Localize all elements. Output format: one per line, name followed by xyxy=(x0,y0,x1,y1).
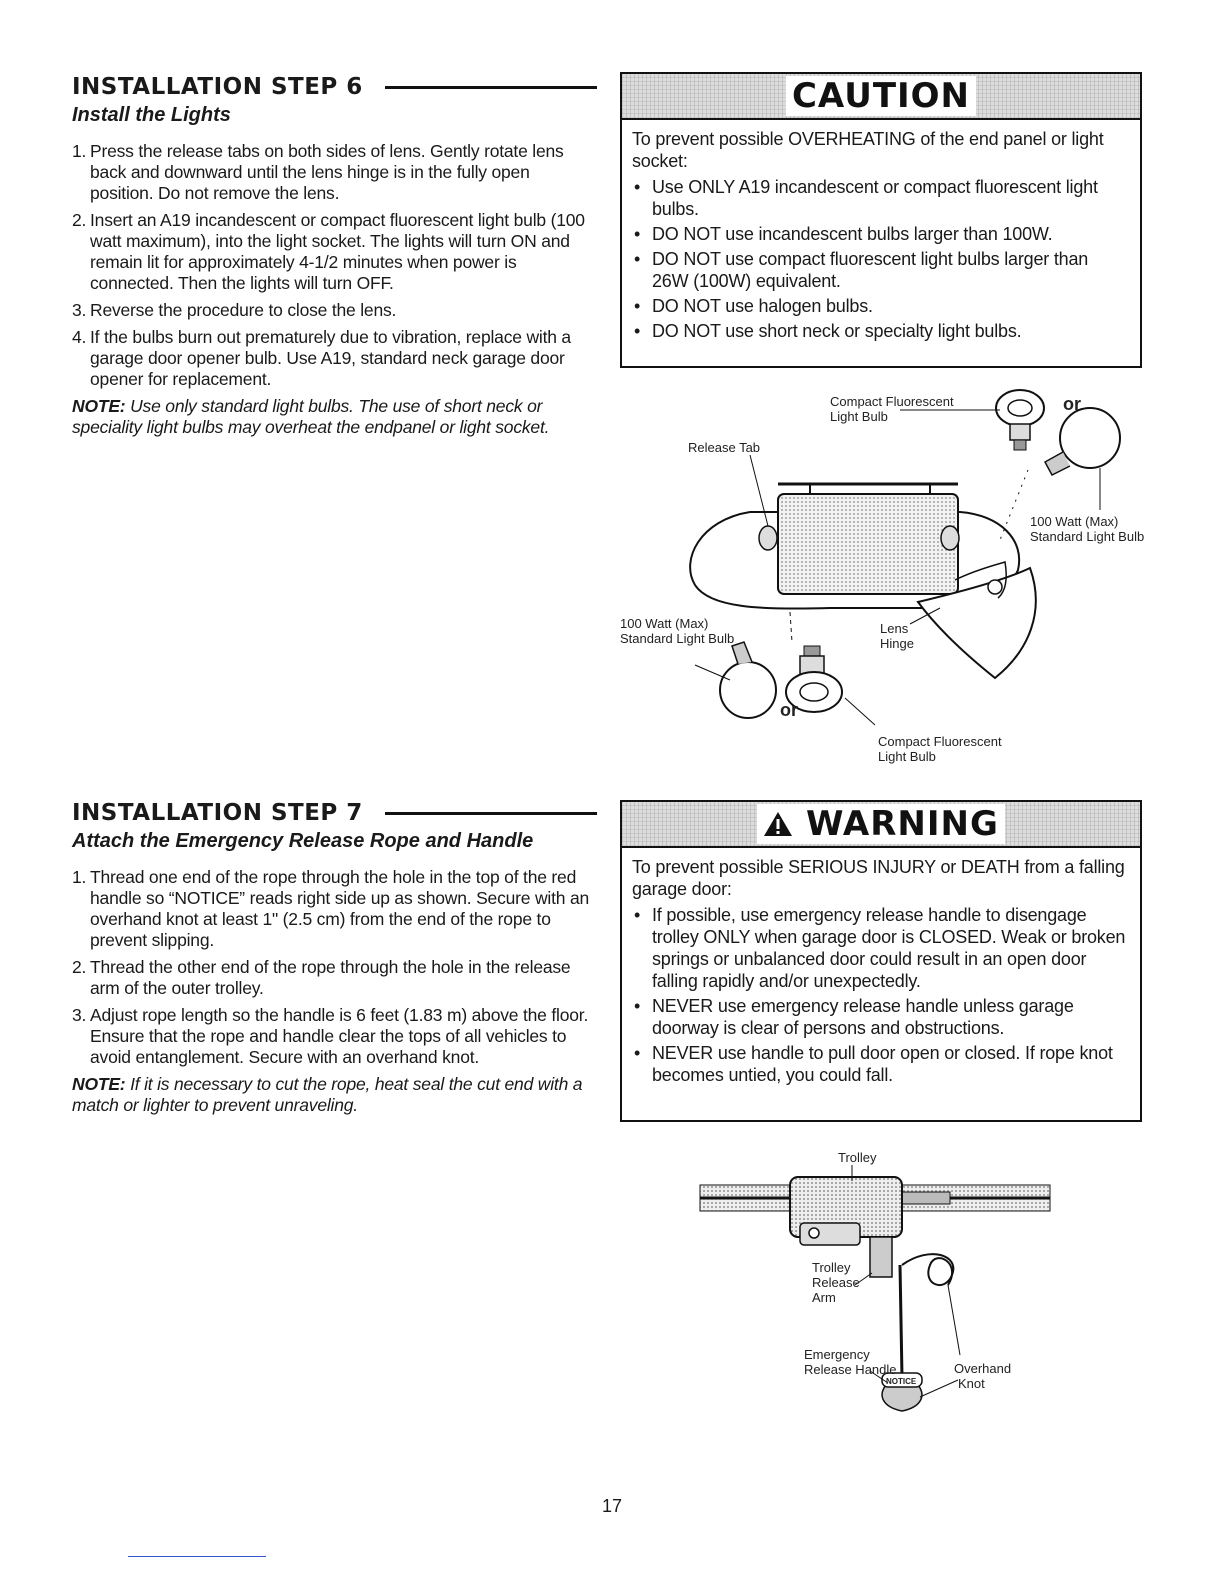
warning-label xyxy=(757,804,1005,844)
step6-subtitle: Install the Lights xyxy=(72,104,231,126)
warning-header xyxy=(622,802,1140,848)
bullet-icon: • xyxy=(634,321,641,341)
warning-box xyxy=(620,800,1142,1122)
cfl-bottom-label-1: Compact Fluorescent xyxy=(878,734,1002,749)
warning-item-text: NEVER use handle to pull door open or closed. If rope knot becomes untied, you could fall. xyxy=(652,1043,1113,1085)
caution-item-text: Use ONLY A19 incandescent or compact fluorescent light bulbs. xyxy=(652,177,1098,219)
lens-hinge-label-1: Lens xyxy=(880,621,909,636)
cfl-top-label-1: Compact Fluorescent xyxy=(830,394,954,409)
bullet-icon: • xyxy=(634,296,641,316)
light-install-diagram xyxy=(600,380,1160,775)
step-text: Insert an A19 incandescent or compact fluorescent light bulb (100 watt maximum), into the light socket. The lights will turn ON and remain lit for approximately 4-1/2 minutes when power is connected. Then the lights will turn OFF. xyxy=(90,210,585,293)
footer-rule xyxy=(128,1556,266,1557)
step6-heading xyxy=(72,74,597,100)
knot-label-2: Knot xyxy=(958,1376,985,1391)
bullet-icon: • xyxy=(634,996,641,1016)
step7-subtitle: Attach the Emergency Release Rope and Handle xyxy=(72,830,534,852)
release-arm xyxy=(870,1237,892,1277)
caution-item-text: DO NOT use halogen bulbs. xyxy=(652,296,873,316)
standard-bulb-icon xyxy=(1045,408,1120,510)
trolley-diagram xyxy=(690,1145,1060,1415)
release-tab-label: Release Tab xyxy=(688,440,761,455)
handle-label-1: Emergency xyxy=(804,1347,870,1362)
caution-item xyxy=(632,320,1128,342)
step7-section xyxy=(72,800,597,1116)
step7-item xyxy=(72,957,597,999)
step-number: 3. xyxy=(72,300,87,320)
caution-item-text: DO NOT use short neck or specialty light bulbs. xyxy=(652,321,1022,341)
warning-intro: To prevent possible SERIOUS INJURY or DEATH from a falling garage door: xyxy=(632,857,1125,899)
release-arm-label-2: Release xyxy=(812,1275,860,1290)
caution-item xyxy=(632,176,1128,220)
lens-hinge-label-2: Hinge xyxy=(880,636,914,651)
caution-item-text: DO NOT use compact fluorescent light bulbs larger than 26W (100W) equivalent. xyxy=(652,249,1089,291)
warning-item-text: NEVER use emergency release handle unless garage doorway is clear of persons and obstructions. xyxy=(652,996,1074,1038)
warning-item xyxy=(632,1042,1128,1086)
step-text: Thread one end of the rope through the hole in the top of the red handle so “NOTICE” reads right side up as shown. Secure with an overhand knot at least 1" (2.5 cm) from the end of the rope to prevent slipping. xyxy=(90,867,590,950)
step6-item xyxy=(72,210,597,294)
cfl-bottom-label-2: Light Bulb xyxy=(878,749,936,764)
step-text: Reverse the procedure to close the lens. xyxy=(90,300,397,320)
step-number: 1. xyxy=(72,141,87,161)
caution-list xyxy=(632,176,1128,342)
step-text: If the bulbs burn out prematurely due to vibration, replace with a garage door opener bulb. Use A19, standard neck garage door opener for replacement. xyxy=(90,327,571,389)
std-bulb-right-label-1: 100 Watt (Max) xyxy=(1030,514,1119,529)
caution-item xyxy=(632,295,1128,317)
std-bulb-left-label-1: 100 Watt (Max) xyxy=(620,616,709,631)
page-number: 17 xyxy=(601,1496,623,1516)
step-text: Press the release tabs on both sides of lens. Gently rotate lens back and downward until the lens hinge is in the fully open position. Do not remove the lens. xyxy=(90,141,564,203)
note-text: Use only standard light bulbs. The use of short neck or speciality light bulbs may overheat the endpanel or light socket. xyxy=(72,396,550,437)
step6-item xyxy=(72,141,597,204)
step7-rule xyxy=(385,812,597,815)
step7-title: INSTALLATION STEP 7 xyxy=(72,800,363,826)
step6-rule xyxy=(385,86,597,89)
caution-item-text: DO NOT use incandescent bulbs larger than 100W. xyxy=(652,224,1053,244)
step7-heading xyxy=(72,800,597,826)
caution-item xyxy=(632,223,1128,245)
rope xyxy=(900,1265,902,1377)
or-bottom-label: or xyxy=(780,700,798,720)
step6-item xyxy=(72,327,597,390)
step7-item xyxy=(72,1005,597,1068)
step-number: 1. xyxy=(72,867,87,887)
knot-label-1: Overhand xyxy=(954,1361,1012,1376)
release-tab-right xyxy=(941,526,959,550)
std-bulb-left-label-2: Standard Light Bulb xyxy=(620,631,735,646)
caution-box xyxy=(620,72,1142,368)
step7-note xyxy=(72,1074,597,1116)
warning-item xyxy=(632,904,1128,992)
or-top-label: or xyxy=(1063,394,1081,414)
step-number: 2. xyxy=(72,210,87,230)
step6-item xyxy=(72,300,597,321)
cfl-top-label-2: Light Bulb xyxy=(830,409,888,424)
bullet-icon: • xyxy=(634,249,641,269)
cfl-bulb-icon xyxy=(996,390,1044,450)
release-arm-label-3: Arm xyxy=(812,1290,836,1305)
step-number: 2. xyxy=(72,957,87,977)
release-tab-left xyxy=(759,526,777,550)
warning-triangle-icon xyxy=(763,810,793,838)
handle-label-2: Release Handle xyxy=(804,1362,897,1377)
bullet-icon: • xyxy=(634,224,641,244)
step-text: Thread the other end of the rope through the hole in the release arm of the outer trolley. xyxy=(90,957,571,998)
standard-bulb-icon xyxy=(720,642,776,718)
caution-intro: To prevent possible OVERHEATING of the end panel or light socket: xyxy=(632,129,1104,171)
warning-label-text: WARNING xyxy=(805,804,999,844)
step6-note xyxy=(72,396,597,438)
std-bulb-right-label-2: Standard Light Bulb xyxy=(1030,529,1145,544)
step6-title: INSTALLATION STEP 6 xyxy=(72,74,363,100)
bullet-icon: • xyxy=(634,177,641,197)
step6-list xyxy=(72,141,597,390)
warning-item-text: If possible, use emergency release handle to disengage trolley ONLY when garage door is CLOSED. Weak or broken springs or unbalanced door could result in an open door falling rapidly and/or unexpectedly. xyxy=(652,905,1126,991)
step-number: 3. xyxy=(72,1005,87,1025)
caution-item xyxy=(632,248,1128,292)
warning-list xyxy=(632,904,1128,1086)
step6-section xyxy=(72,74,597,438)
warning-item xyxy=(632,995,1128,1039)
step7-list xyxy=(72,867,597,1068)
end-panel xyxy=(778,494,958,594)
caution-label: CAUTION xyxy=(786,76,976,116)
release-arm-label-1: Trolley xyxy=(812,1260,851,1275)
trolley-label: Trolley xyxy=(838,1150,877,1165)
step-text: Adjust rope length so the handle is 6 feet (1.83 m) above the floor. Ensure that the rope and handle clear the tops of all vehicles to avoid entanglement. Secure with an overhand knot. xyxy=(90,1005,589,1067)
release-handle-icon xyxy=(882,1373,922,1411)
step-number: 4. xyxy=(72,327,87,347)
warning-body xyxy=(622,848,1140,1099)
step7-item xyxy=(72,867,597,951)
note-text: If it is necessary to cut the rope, heat seal the cut end with a match or lighter to prevent unraveling. xyxy=(72,1074,583,1115)
notice-label: NOTICE xyxy=(886,1377,917,1386)
caution-body xyxy=(622,120,1140,355)
note-label: NOTE: xyxy=(72,396,126,416)
bullet-icon: • xyxy=(634,905,641,925)
overhand-knot-icon xyxy=(902,1254,953,1285)
bullet-icon: • xyxy=(634,1043,641,1063)
note-label: NOTE: xyxy=(72,1074,126,1094)
caution-header xyxy=(622,74,1140,120)
